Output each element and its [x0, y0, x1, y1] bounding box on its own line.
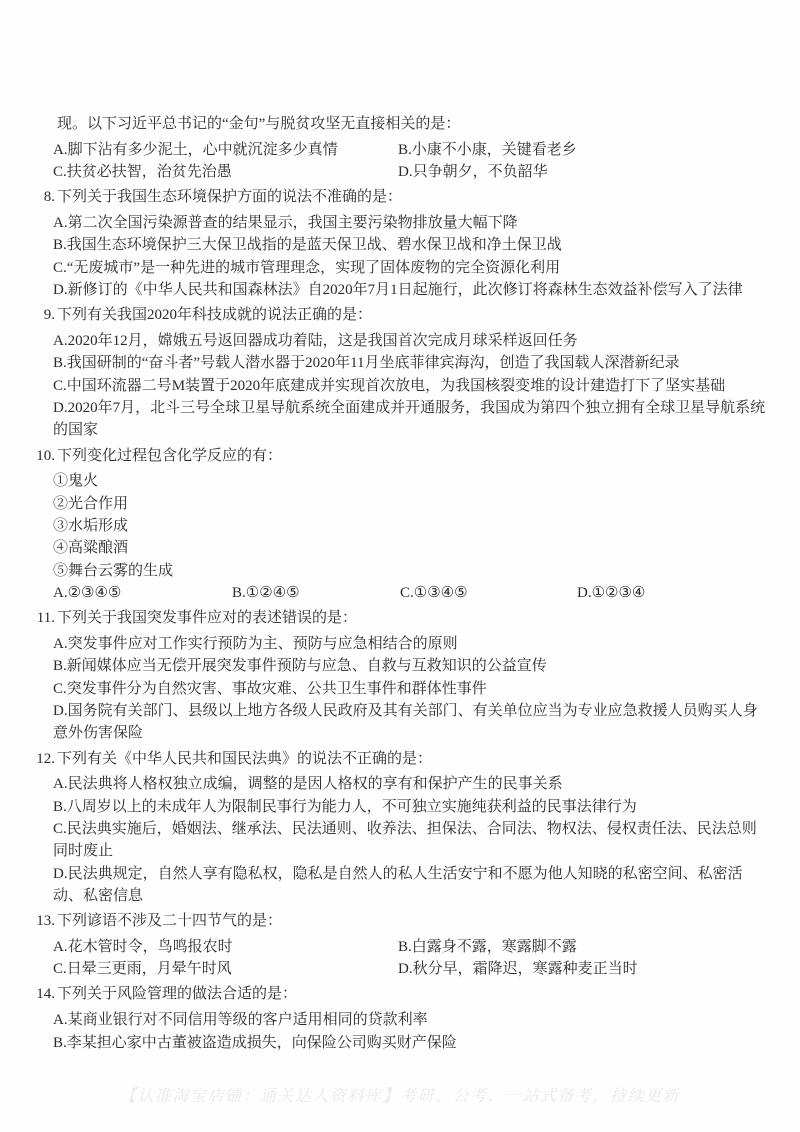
watermark-text: 【认准淘宝店铺：通关达人资料库】考研、公考，一站式备考，持续更新	[119, 1088, 680, 1105]
option-b	[398, 936, 770, 958]
question-number: 12.	[36, 750, 55, 767]
option-label: B.	[53, 1034, 67, 1051]
option-c	[400, 582, 577, 604]
option-text: 民法典规定，自然人享有隐私权，隐私是自然人的私人生活安宁和不愿为他人知晓的私密空间、私密活动、私密信息	[53, 865, 743, 904]
question-stem	[30, 607, 770, 629]
question-stem	[30, 186, 770, 208]
option-a	[30, 330, 770, 352]
question-13	[30, 910, 770, 980]
option-text: ①②③④	[591, 584, 646, 601]
option-text: 我国生态环境保护三大保卫战指的是蓝天保卫战、碧水保卫战和净土保卫战	[66, 237, 562, 254]
option-label: A.	[53, 333, 68, 350]
question-number	[30, 113, 57, 135]
options-row	[30, 582, 770, 604]
question-text: 下列关于我国突发事件应对的表述错误的是：	[57, 610, 358, 627]
option-b	[232, 582, 400, 604]
list-item-1: ①鬼火	[53, 473, 99, 490]
option-label: C.	[53, 820, 67, 837]
option-label: C.	[53, 680, 67, 697]
question-14	[30, 983, 770, 1053]
option-b	[30, 655, 770, 677]
question-10	[30, 445, 770, 605]
question-stem	[30, 748, 770, 770]
question-stem	[30, 983, 770, 1005]
option-label: C.	[53, 377, 67, 394]
question-text: 下列变化过程包含化学反应的有：	[57, 447, 283, 464]
question-stem	[30, 113, 770, 135]
option-text: 新修订的《中华人民共和国森林法》自2020年7月1日起施行，此次修订将森林生态效益补偿写入了法律	[67, 282, 743, 299]
question-8	[30, 186, 770, 301]
option-b	[30, 796, 770, 818]
option-text: 李某担心家中古董被盗造成损失，向保险公司购买财产保险	[66, 1034, 457, 1051]
option-text: 第二次全国污染源普查的结果显示，我国主要污染物排放量大幅下降	[67, 215, 518, 232]
option-c	[30, 257, 770, 279]
option-text: 2020年12月，嫦娥五号返回器成功着陆，这是我国首次完成月球采样返回任务	[67, 333, 578, 350]
option-label: C.	[53, 259, 67, 276]
option-text: 扶贫必扶智，治贫先治愚	[66, 164, 232, 181]
option-b	[30, 1032, 770, 1054]
option-text: 新闻媒体应当无偿开展突发事件预防与应急、自救与互救知识的公益宣传	[66, 658, 547, 675]
option-label: B.	[398, 141, 412, 158]
option-b	[30, 352, 770, 374]
option-d	[30, 863, 770, 908]
option-label: A.	[53, 141, 68, 158]
option-a	[30, 212, 770, 234]
question-text: 下列谚语不涉及二十四节气的是：	[57, 913, 283, 930]
question-stem	[30, 445, 770, 467]
question-stem	[30, 910, 770, 932]
option-label: C.	[400, 584, 414, 601]
option-label: A.	[53, 1012, 68, 1029]
option-text: 我国研制的“奋斗者”号载人潜水器于2020年11月坐底菲律宾海沟，创造了我国载人深潜新纪录	[66, 355, 680, 372]
option-a	[53, 582, 232, 604]
option-label: A.	[53, 636, 68, 653]
option-label: B.	[53, 798, 67, 815]
option-a	[30, 1009, 770, 1031]
option-label: D.	[398, 164, 413, 181]
option-c	[30, 678, 770, 700]
list-item-3: ③水垢形成	[53, 518, 129, 535]
option-c	[53, 958, 398, 980]
option-text: 突发事件应对工作实行预防为主、预防与应急相结合的原则	[67, 636, 458, 653]
question-number: 14.	[36, 986, 55, 1003]
question-number: 10.	[36, 447, 55, 464]
option-text: 突发事件分为自然灾害、事故灾难、公共卫生事件和群体性事件	[66, 680, 487, 697]
question-11	[30, 607, 770, 744]
option-text: 秋分早，霜降迟，寒露种麦正当时	[412, 961, 638, 978]
question-text: 下列关于风险管理的做法合适的是：	[57, 986, 298, 1003]
option-label: A.	[53, 776, 68, 793]
option-text: 民法典将人格权独立成编，调整的是因人格权的享有和保护产生的民事关系	[67, 776, 563, 793]
option-label: D.	[577, 584, 592, 601]
option-text: 某商业银行对不同信用等级的客户适用相同的贷款利率	[67, 1012, 428, 1029]
option-d	[30, 279, 770, 301]
question-number: 13.	[36, 913, 55, 930]
option-label: C.	[53, 961, 67, 978]
option-text: ②③④⑤	[67, 584, 122, 601]
option-d	[398, 958, 770, 980]
option-text: 中国环流器二号M装置于2020年底建成并实现首次放电，为我国核裂变堆的设计建造打下了坚实基础	[66, 377, 726, 394]
option-d	[398, 161, 770, 183]
question-text: 现。以下习近平总书记的“金句”与脱贫攻坚无直接相关的是：	[57, 116, 461, 132]
option-c	[30, 818, 770, 863]
option-label: A.	[53, 215, 68, 232]
question-text: 下列有关我国2020年科技成就的说法正确的是：	[57, 307, 373, 324]
option-label: B.	[232, 584, 246, 601]
option-label: A.	[53, 584, 68, 601]
option-text: 日晕三更雨，月晕午时风	[66, 961, 232, 978]
option-d	[30, 700, 770, 745]
option-text: 民法典实施后，婚姻法、继承法、民法通则、收养法、担保法、合同法、物权法、侵权责任法、民法总则同时废止	[53, 820, 757, 860]
option-label: D.	[53, 865, 68, 882]
options-row	[30, 139, 770, 184]
option-label: B.	[398, 938, 412, 955]
option-label: C.	[53, 164, 67, 181]
option-label: D.	[53, 702, 68, 719]
option-d	[577, 582, 770, 604]
option-text: 花木管时令，鸟鸣报农时	[67, 938, 233, 955]
option-label: D.	[398, 961, 413, 978]
question-12	[30, 748, 770, 908]
option-c	[53, 161, 398, 183]
list-item-5: ⑤舞台云雾的生成	[53, 562, 174, 579]
question-7-continuation	[30, 113, 770, 183]
options-row	[30, 936, 770, 981]
option-b	[398, 139, 770, 161]
option-text: 2020年7月，北斗三号全球卫星导航系统全面建成并开通服务，我国成为第四个独立拥有全球卫星导航系统的国家	[53, 400, 766, 439]
option-label: A.	[53, 938, 68, 955]
question-text: 下列关于我国生态环境保护方面的说法不准确的是：	[57, 189, 403, 206]
question-text: 下列有关《中华人民共和国民法典》的说法不正确的是：	[57, 750, 433, 767]
option-text: 小康不小康，关键看老乡	[411, 141, 577, 158]
option-c	[30, 375, 770, 397]
option-text: 白露身不露，寒露脚不露	[411, 938, 577, 955]
option-label: B.	[53, 658, 67, 675]
option-a	[53, 139, 398, 161]
option-text: 八周岁以上的未成年人为限制民事行为能力人，不可独立实施纯获利益的民事法律行为	[66, 798, 637, 815]
option-label: B.	[53, 237, 67, 254]
option-text: ①②④⑤	[245, 584, 300, 601]
option-a	[53, 936, 398, 958]
list-item-4: ④高粱酿酒	[53, 540, 129, 557]
option-text: 脚下沾有多少泥土，心中就沉淀多少真情	[67, 141, 338, 158]
option-text: 只争朝夕，不负韶华	[412, 164, 548, 181]
option-text: ①③④⑤	[413, 584, 468, 601]
exam-page	[30, 110, 770, 1054]
question-number: 11.	[36, 610, 55, 627]
option-b	[30, 234, 770, 256]
option-label: D.	[53, 400, 68, 417]
question-stem	[30, 304, 770, 326]
question-number: 9.	[43, 307, 55, 324]
option-label: D.	[53, 282, 68, 299]
option-text: 国务院有关部门、县级以上地方各级人民政府及其有关部门、有关单位应当为专业应急救援人员购买人身意外伤害保险	[53, 702, 758, 742]
option-label: B.	[53, 355, 67, 372]
option-text: “无废城市”是一种先进的城市管理理念，实现了固体废物的完全资源化利用	[66, 259, 561, 276]
question-9	[30, 304, 770, 441]
option-a	[30, 633, 770, 655]
option-a	[30, 773, 770, 795]
question-number: 8.	[43, 189, 55, 206]
list-item-2: ②光合作用	[53, 495, 129, 512]
option-d	[30, 397, 770, 442]
